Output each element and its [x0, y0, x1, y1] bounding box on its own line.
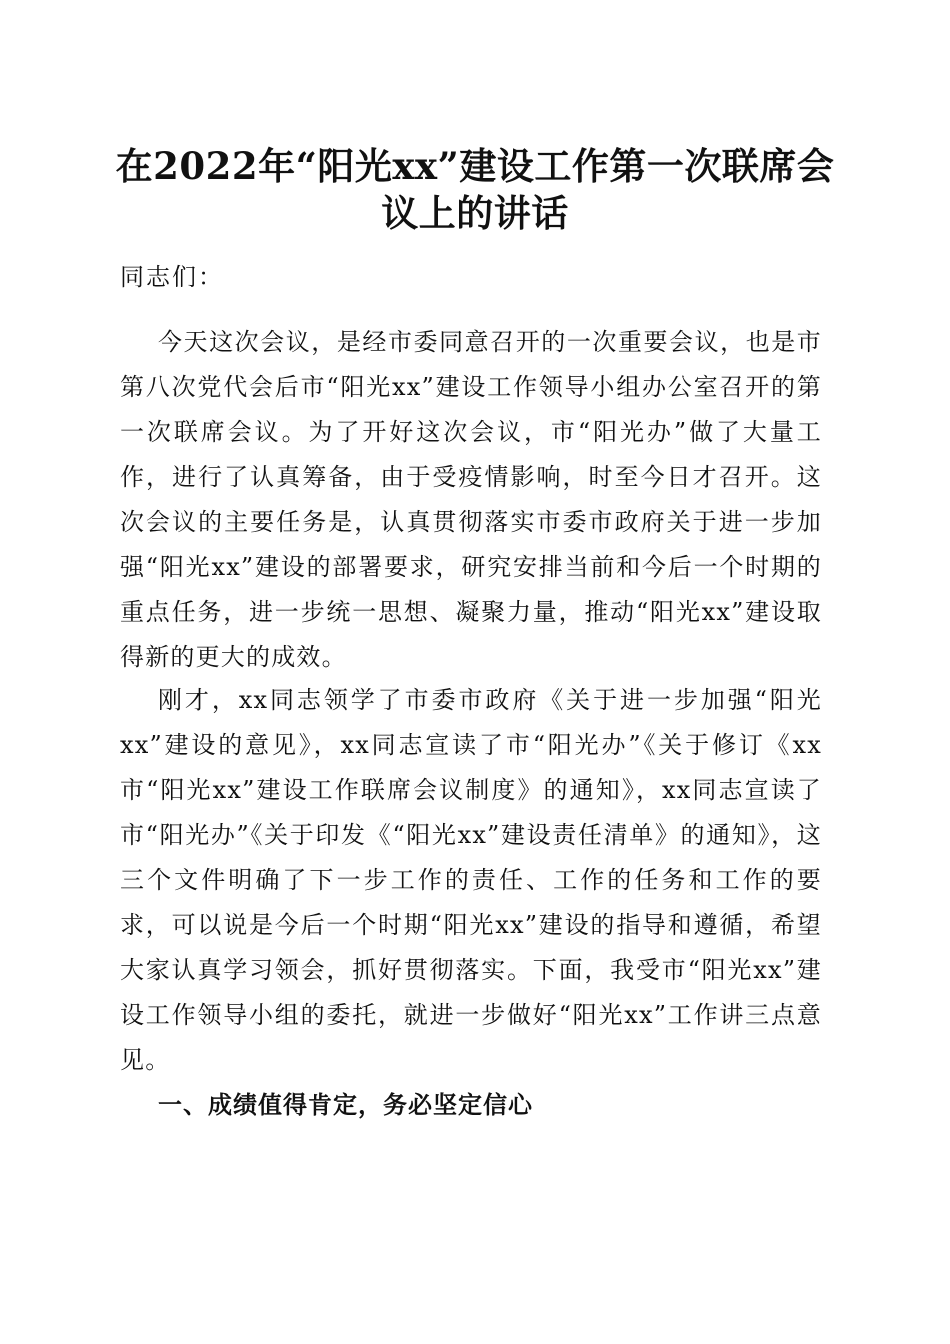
section-heading-1: 一、成绩值得肯定，务必坚定信心: [158, 1091, 533, 1119]
paragraph-2: 刚才，xx同志领学了市委市政府《关于进一步加强“阳光xx”建设的意见》，xx同志宣读了市“阳光办”《关于修订《xx市“阳光xx”建设工作联席会议制度》的通知》，xx同志宣读了市“阳光办”《关于印发《“阳光xx”建设责任清单》的通知》，这三个文件明确了下一步工作的责任、工作的任务和工作的要求，可以说是今后一个时期“阳光xx”建设的指导和遵循，希望大家认真学习领会，抓好贯彻落实。下面，我受市“阳光xx”建设工作领导小组的委托，就进一步做好“阳光xx”工作讲三点意见。: [120, 686, 822, 1074]
paragraph-1: 今天这次会议，是经市委同意召开的一次重要会议，也是市第八次党代会后市“阳光xx”建设工作领导小组办公室召开的第一次联席会议。为了开好这次会议，市“阳光办”做了大量工作，进行了认真筹备，由于受疫情影响，时至今日才召开。这次会议的主要任务是，认真贯彻落实市委市政府关于进一步加强“阳光xx”建设的部署要求，研究安排当前和今后一个时期的重点任务，进一步统一思想、凝聚力量，推动“阳光xx”建设取得新的更大的成效。: [120, 328, 822, 671]
document-title-line-2: 议上的讲话: [381, 191, 569, 235]
document-title-line-1: 在2022年“阳光xx”建设工作第一次联席会: [115, 144, 835, 188]
greeting: 同志们：: [120, 263, 224, 291]
